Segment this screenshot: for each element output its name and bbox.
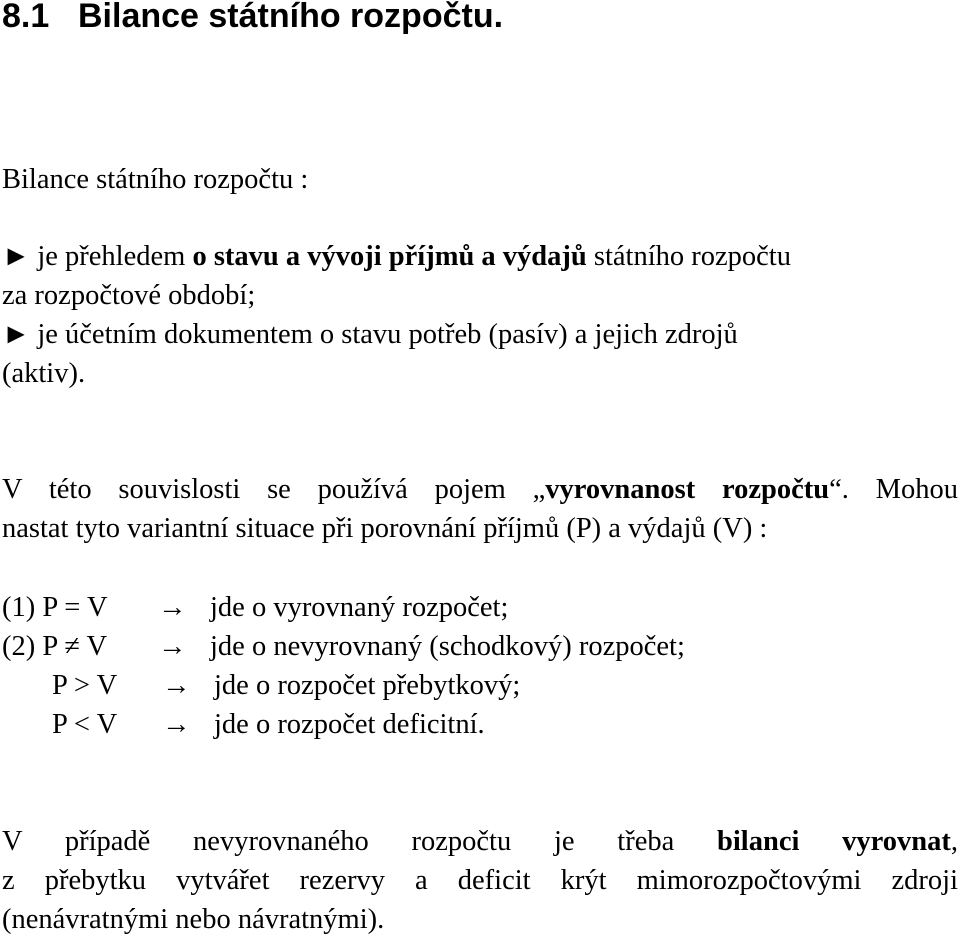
case-text: jde o rozpočet přebytkový; <box>214 670 521 701</box>
para2-line1 <box>2 824 958 860</box>
right-arrow-icon: → <box>158 631 187 662</box>
bullet-2-continuation: (aktiv). <box>2 358 86 389</box>
case-condition: P > V <box>52 670 118 701</box>
bullet-1-pre: je přehledem <box>30 241 193 272</box>
bullet-2-text: je účetním dokumentem o stavu potřeb (pasív) a jejich zdrojů <box>30 319 738 350</box>
bullet-1 <box>2 239 791 275</box>
para1-pre: V této souvislosti se používá pojem „ <box>2 474 546 505</box>
para2-line2: z přebytku vytvářet rezervy a deficit krýt mimorozpočtovými zdroji <box>2 865 958 896</box>
para2-bold-term: bilanci vyrovnat <box>717 826 951 857</box>
para1-line1 <box>2 472 958 508</box>
section-number: 8.1 <box>2 0 50 35</box>
para2-post: , <box>950 826 958 857</box>
bullet-1-post: státního rozpočtu <box>586 241 791 272</box>
case-text: jde o rozpočet deficitní. <box>214 709 485 740</box>
para2-pre: V případě nevyrovnaného rozpočtu je třeba <box>2 826 718 857</box>
bullet-arrow-icon: ► <box>2 319 31 350</box>
bullet-1-bold: o stavu a vývoji příjmů a výdajů <box>192 241 587 272</box>
para1-bold-term: vyrovnanost rozpočtu <box>545 474 830 505</box>
right-arrow-icon: → <box>158 592 187 623</box>
para1-line2: nastat tyto variantní situace při porovnání příjmů (P) a výdajů (V) : <box>2 513 768 544</box>
right-arrow-icon: → <box>162 670 191 701</box>
right-arrow-icon: → <box>162 709 191 740</box>
section-heading <box>2 0 503 38</box>
bullet-2 <box>2 317 738 353</box>
para2-line3: (nenávratnými nebo návratnými). <box>2 904 385 935</box>
para1-post: “. Mohou <box>829 474 959 505</box>
case-text: jde o nevyrovnaný (schodkový) rozpočet; <box>210 631 685 662</box>
case-condition: (1) P = V <box>2 592 108 623</box>
intro-line: Bilance státního rozpočtu : <box>2 164 309 195</box>
case-condition: P < V <box>52 709 118 740</box>
bullet-1-continuation: za rozpočtové období; <box>2 280 256 311</box>
bullet-arrow-icon: ► <box>2 241 31 272</box>
section-title: Bilance státního rozpočtu. <box>78 0 504 35</box>
case-text: jde o vyrovnaný rozpočet; <box>210 592 509 623</box>
case-condition: (2) P ≠ V <box>2 631 108 662</box>
